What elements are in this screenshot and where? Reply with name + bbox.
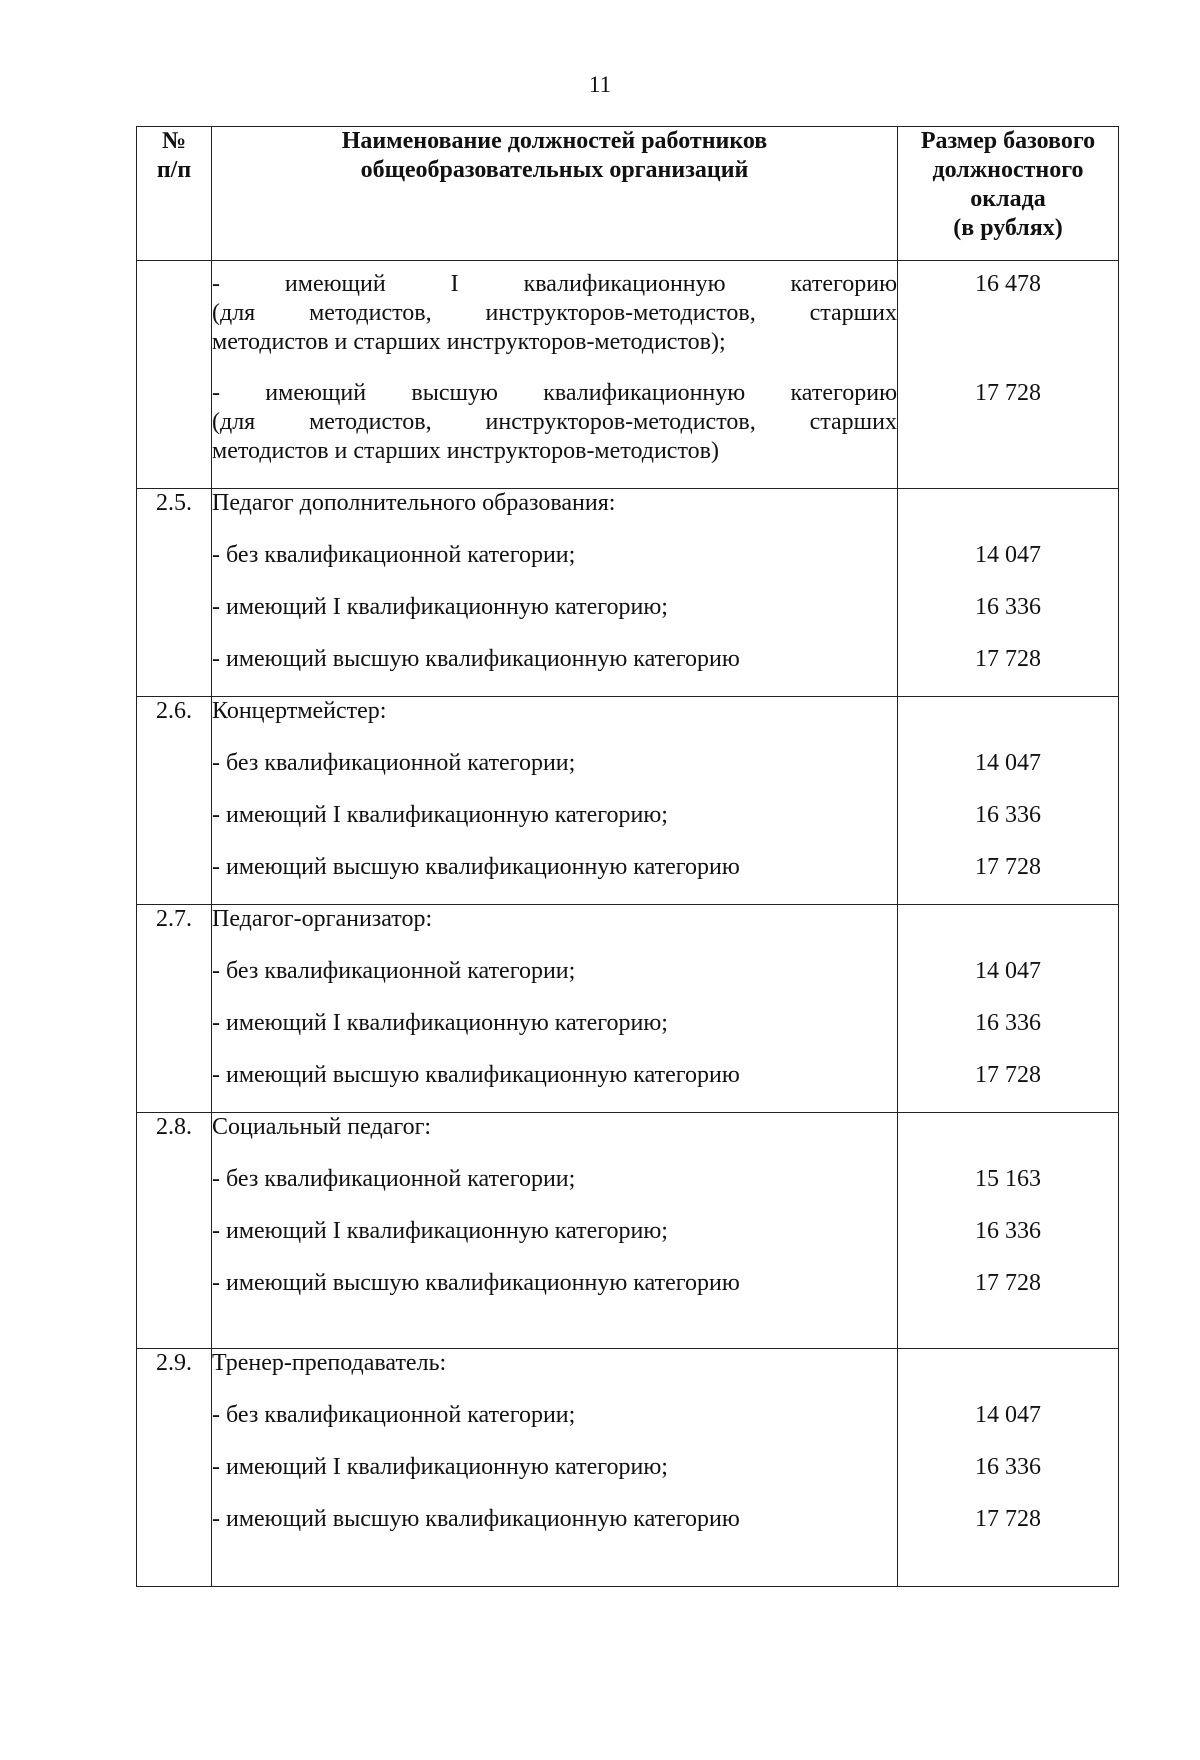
- section-amount-cell: [898, 489, 1119, 697]
- section-amount-cell: [898, 697, 1119, 905]
- amount-value: 16 336: [975, 802, 1041, 828]
- section-name-cell: [212, 905, 898, 1113]
- header-name: [212, 127, 898, 261]
- list-item: [212, 379, 897, 466]
- amount-value: 14 047: [975, 750, 1041, 776]
- header-name-line: Наименование должностей работников: [341, 128, 768, 154]
- section-title: Социальный педагог:: [212, 1114, 432, 1140]
- category-label: - имеющий I квалификационную категорию;: [212, 1454, 668, 1480]
- amount-value: 16 336: [975, 1454, 1041, 1480]
- table-row: [137, 1349, 1119, 1587]
- item-line: (для методистов, инструкторов-методистов, старших: [212, 300, 897, 326]
- section-name-cell: [212, 697, 898, 905]
- section-number: 2.6.: [137, 697, 212, 905]
- section-title: Тренер-преподаватель:: [212, 1350, 447, 1376]
- table-row: [137, 697, 1119, 905]
- amount-value: 17 728: [975, 854, 1041, 880]
- category-label: - имеющий высшую квалификационную категорию: [212, 1270, 740, 1296]
- section-number: 2.7.: [137, 905, 212, 1113]
- row-amount: [898, 261, 1119, 489]
- amount-value: 14 047: [975, 958, 1041, 984]
- item-line: - имеющий I квалификационную категорию: [212, 271, 897, 297]
- table-row: [137, 905, 1119, 1113]
- category-label: - без квалификационной категории;: [212, 542, 576, 568]
- header-num-line: п/п: [156, 157, 192, 183]
- header-amount-line: оклада: [970, 186, 1046, 212]
- amount-value: 17 728: [975, 646, 1041, 672]
- header-amount-line: (в рублях): [953, 215, 1063, 241]
- amount-value: 17 728: [975, 1506, 1041, 1532]
- category-label: - имеющий I квалификационную категорию;: [212, 1218, 668, 1244]
- table-row: [137, 261, 1119, 489]
- row-number: [137, 261, 212, 489]
- list-item: [212, 270, 897, 357]
- category-label: - без квалификационной категории;: [212, 958, 576, 984]
- item-line: методистов и старших инструкторов-методистов): [212, 438, 719, 464]
- category-label: - имеющий высшую квалификационную категорию: [212, 1506, 740, 1532]
- section-amount-cell: [898, 905, 1119, 1113]
- category-label: - без квалификационной категории;: [212, 1402, 576, 1428]
- section-name-cell: [212, 1349, 898, 1587]
- amount-value: 16 336: [975, 1218, 1041, 1244]
- item-line: (для методистов, инструкторов-методистов, старших: [212, 409, 897, 435]
- header-amount-line: должностного: [932, 157, 1084, 183]
- category-label: - имеющий высшую квалификационную категорию: [212, 854, 740, 880]
- section-name-cell: [212, 489, 898, 697]
- amount-value: 17 728: [975, 380, 1041, 406]
- section-amount-cell: [898, 1349, 1119, 1587]
- section-number: 2.9.: [137, 1349, 212, 1587]
- amount-value: 16 478: [975, 271, 1041, 297]
- amount-value: 17 728: [975, 1270, 1041, 1296]
- amount-value: 16 336: [975, 1010, 1041, 1036]
- header-amount: [898, 127, 1119, 261]
- header-num-line: №: [161, 128, 187, 154]
- section-title: Педагог-организатор:: [212, 906, 433, 932]
- header-amount-line: Размер базового: [920, 128, 1096, 154]
- section-amount-cell: [898, 1113, 1119, 1349]
- amount-value: 17 728: [975, 1062, 1041, 1088]
- header-num: [137, 127, 212, 261]
- item-line: - имеющий высшую квалификационную категорию: [212, 380, 897, 406]
- header-name-line: общеобразовательных организаций: [360, 157, 749, 183]
- amount-value: 14 047: [975, 542, 1041, 568]
- row-name: [212, 261, 898, 489]
- category-label: - имеющий высшую квалификационную категорию: [212, 1062, 740, 1088]
- category-label: - имеющий I квалификационную категорию;: [212, 802, 668, 828]
- category-label: - без квалификационной категории;: [212, 1166, 576, 1192]
- section-number: 2.8.: [137, 1113, 212, 1349]
- salary-table: [136, 126, 1119, 1587]
- category-label: - имеющий I квалификационную категорию;: [212, 594, 668, 620]
- page-number: 11: [588, 72, 612, 97]
- item-line: методистов и старших инструкторов-методистов);: [212, 329, 726, 355]
- table-row: [137, 489, 1119, 697]
- section-number: 2.5.: [137, 489, 212, 697]
- category-label: - имеющий высшую квалификационную категорию: [212, 646, 740, 672]
- section-title: Концертмейстер:: [212, 698, 387, 724]
- amount-value: 15 163: [975, 1166, 1041, 1192]
- section-title: Педагог дополнительного образования:: [212, 490, 616, 516]
- amount-value: 16 336: [975, 594, 1041, 620]
- table-row: [137, 1113, 1119, 1349]
- amount-value: 14 047: [975, 1402, 1041, 1428]
- section-name-cell: [212, 1113, 898, 1349]
- category-label: - имеющий I квалификационную категорию;: [212, 1010, 668, 1036]
- table-header-row: [137, 127, 1119, 261]
- category-label: - без квалификационной категории;: [212, 750, 576, 776]
